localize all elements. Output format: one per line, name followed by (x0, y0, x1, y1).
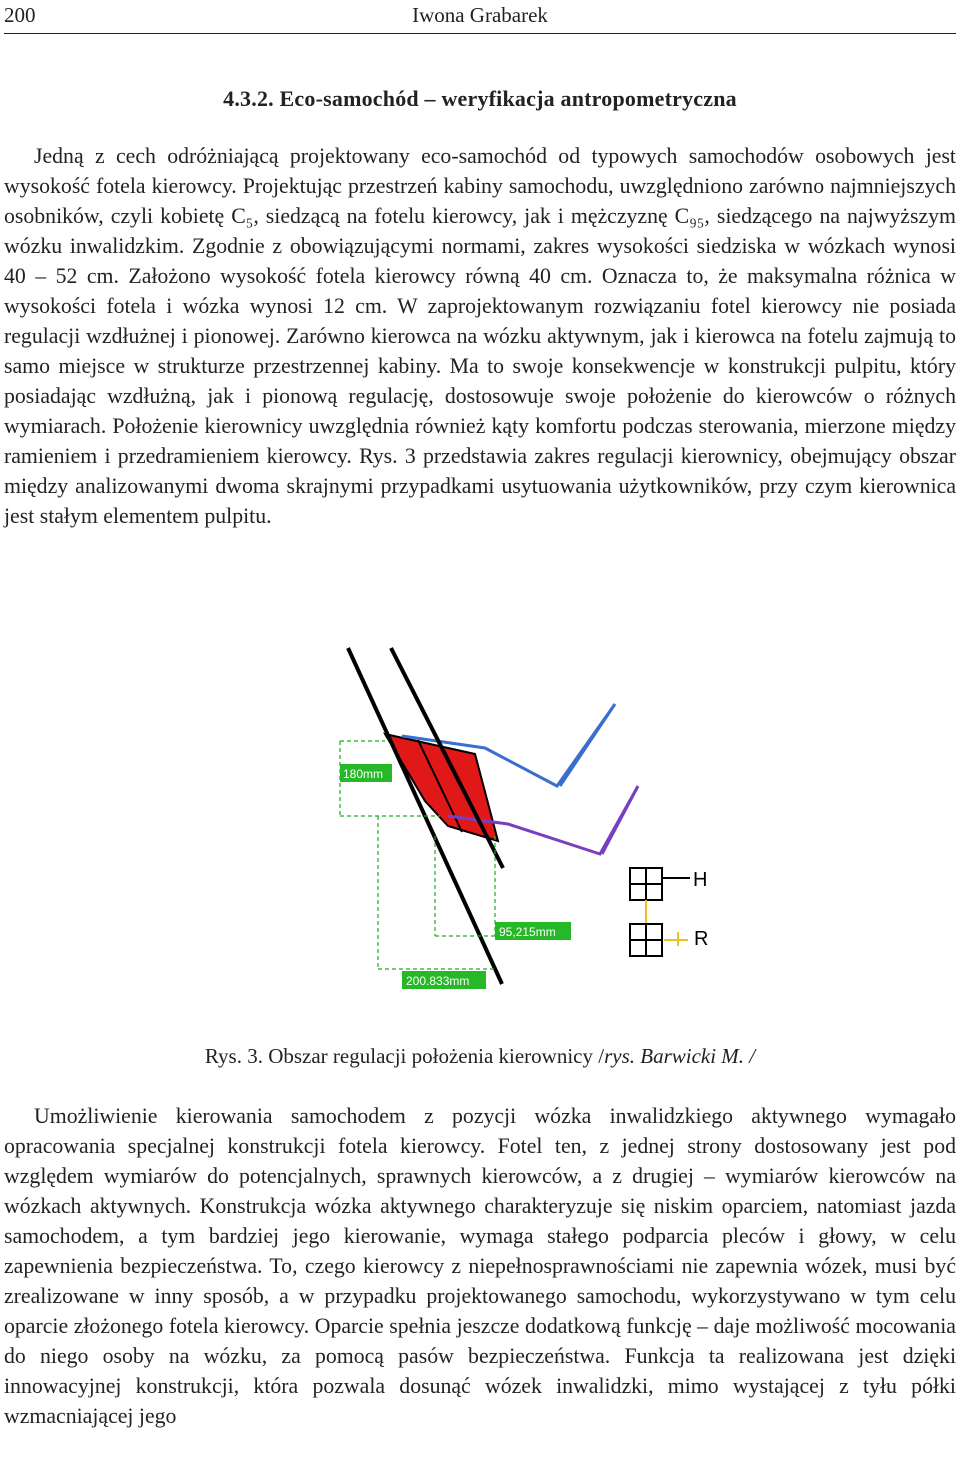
dimension-label-180: 180mm (343, 767, 384, 781)
r-point-label: R (694, 928, 709, 950)
page-header (0, 0, 960, 40)
h-point-label: H (693, 869, 708, 891)
page-number: 200 (4, 3, 36, 27)
paragraph-1: Jedną z cech odróżniającą projektowany eco-samochód od typowych samochodów osobowych jest wysokość fotela kierowcy. Projektując przestrzeń kabiny samochodu, uwzględniono zarówno najmniejszych osobników, czyli kobietę C₅, siedzącą na fotelu kierowcy, jak i mężczyznę C₉₅, siedzącego na najwyższym wózku inwalidzkim. Zgodnie z obowiązującymi normami, zakres wysokości siedziska w wózkach wynosi 40 – 52 cm. Założono wysokość fotela kierowcy równą 40 cm. Oznacza to, że maksymalna różnica w wysokości fotela i wózka wynosi 12 cm. W zaprojektowanym rozwiązaniu fotel kierowcy nie posiada regulacji wzdłużnej i pionowej. Zarówno kierowca na wózku aktywnym, jak i kierowca na fotelu zajmują to samo miejsce w strukturze przestrzennej kabiny. Ma to swoje konsekwencje w konstrukcji pulpitu, który posiadając wzdłużną, jak i pionową regulację, dostosowuje swoje położenie do kierowców o różnych wymiarach. Położenie kierownicy uwzględnia również kąty komfortu podczas sterowania, mierzone między ramieniem i przedramieniem kierowcy. Rys. 3 przedstawia zakres regulacji kierownicy, obejmujący obszar między analizowanymi dwoma skrajnymi przypadkami usytuowania użytkowników, przy czym kierownica jest stałym elementem pulpitu. (4, 144, 956, 528)
dimension-label-95: 95,215mm (499, 925, 556, 939)
r-point-marker (630, 924, 662, 956)
caption-credit: rys. Barwicki M. / (604, 1044, 756, 1068)
figure-steering-wheel-adjustment (140, 636, 840, 1036)
h-point-marker (630, 868, 690, 900)
running-head-author: Iwona Grabarek (412, 3, 548, 27)
figure-drawing (140, 636, 840, 1036)
paragraph-2: Umożliwienie kierowania samochodem z pozycji wózka inwalidzkiego aktywnego wymagało opracowania specjalnej konstrukcji fotela kierowcy. Fotel ten, z jednej strony dostosowany jest pod względem wymiarów do potencjalnych, sprawnych kierowców, a z drugiej – wymiarów kierowców na wózkach aktywnych. Konstrukcja wózka aktywnego charakteryzuje się niskim oparciem, natomiast jazda samochodem, a tym bardziej jego kierowanie, wymaga stałego podparcia pleców i głowy, w celu zapewnienia bezpieczeństwa. To, czego kierowcy z niepełnosprawnościami nie zapewnia wózek, musi być zrealizowane w inny sposób, a w przypadku projektowanego samochodu, wykorzystywano w tym celu oparcie złożonego fotela kierowcy. Oparcie spełnia jeszcze dodatkową funkcję – daje możliwość mocowania do niego osoby na wózku, za pomocą pasów bezpieczeństwa. Funkcja ta realizowana jest dzięki innowacyjnej konstrukcji, która pozwala dosunąć wózek inwalidzki, mimo wystającej z tyłu półki wzmacniającej jego (4, 1104, 956, 1428)
section-title: 4.3.2. Eco-samochód – weryfikacja antropometryczna (223, 86, 737, 111)
caption-main: Rys. 3. Obszar regulacji położenia kierownicy / (204, 1044, 605, 1068)
figure-caption (0, 1044, 960, 1069)
header-rule (4, 33, 956, 34)
dimension-label-200: 200.833mm (406, 974, 470, 988)
